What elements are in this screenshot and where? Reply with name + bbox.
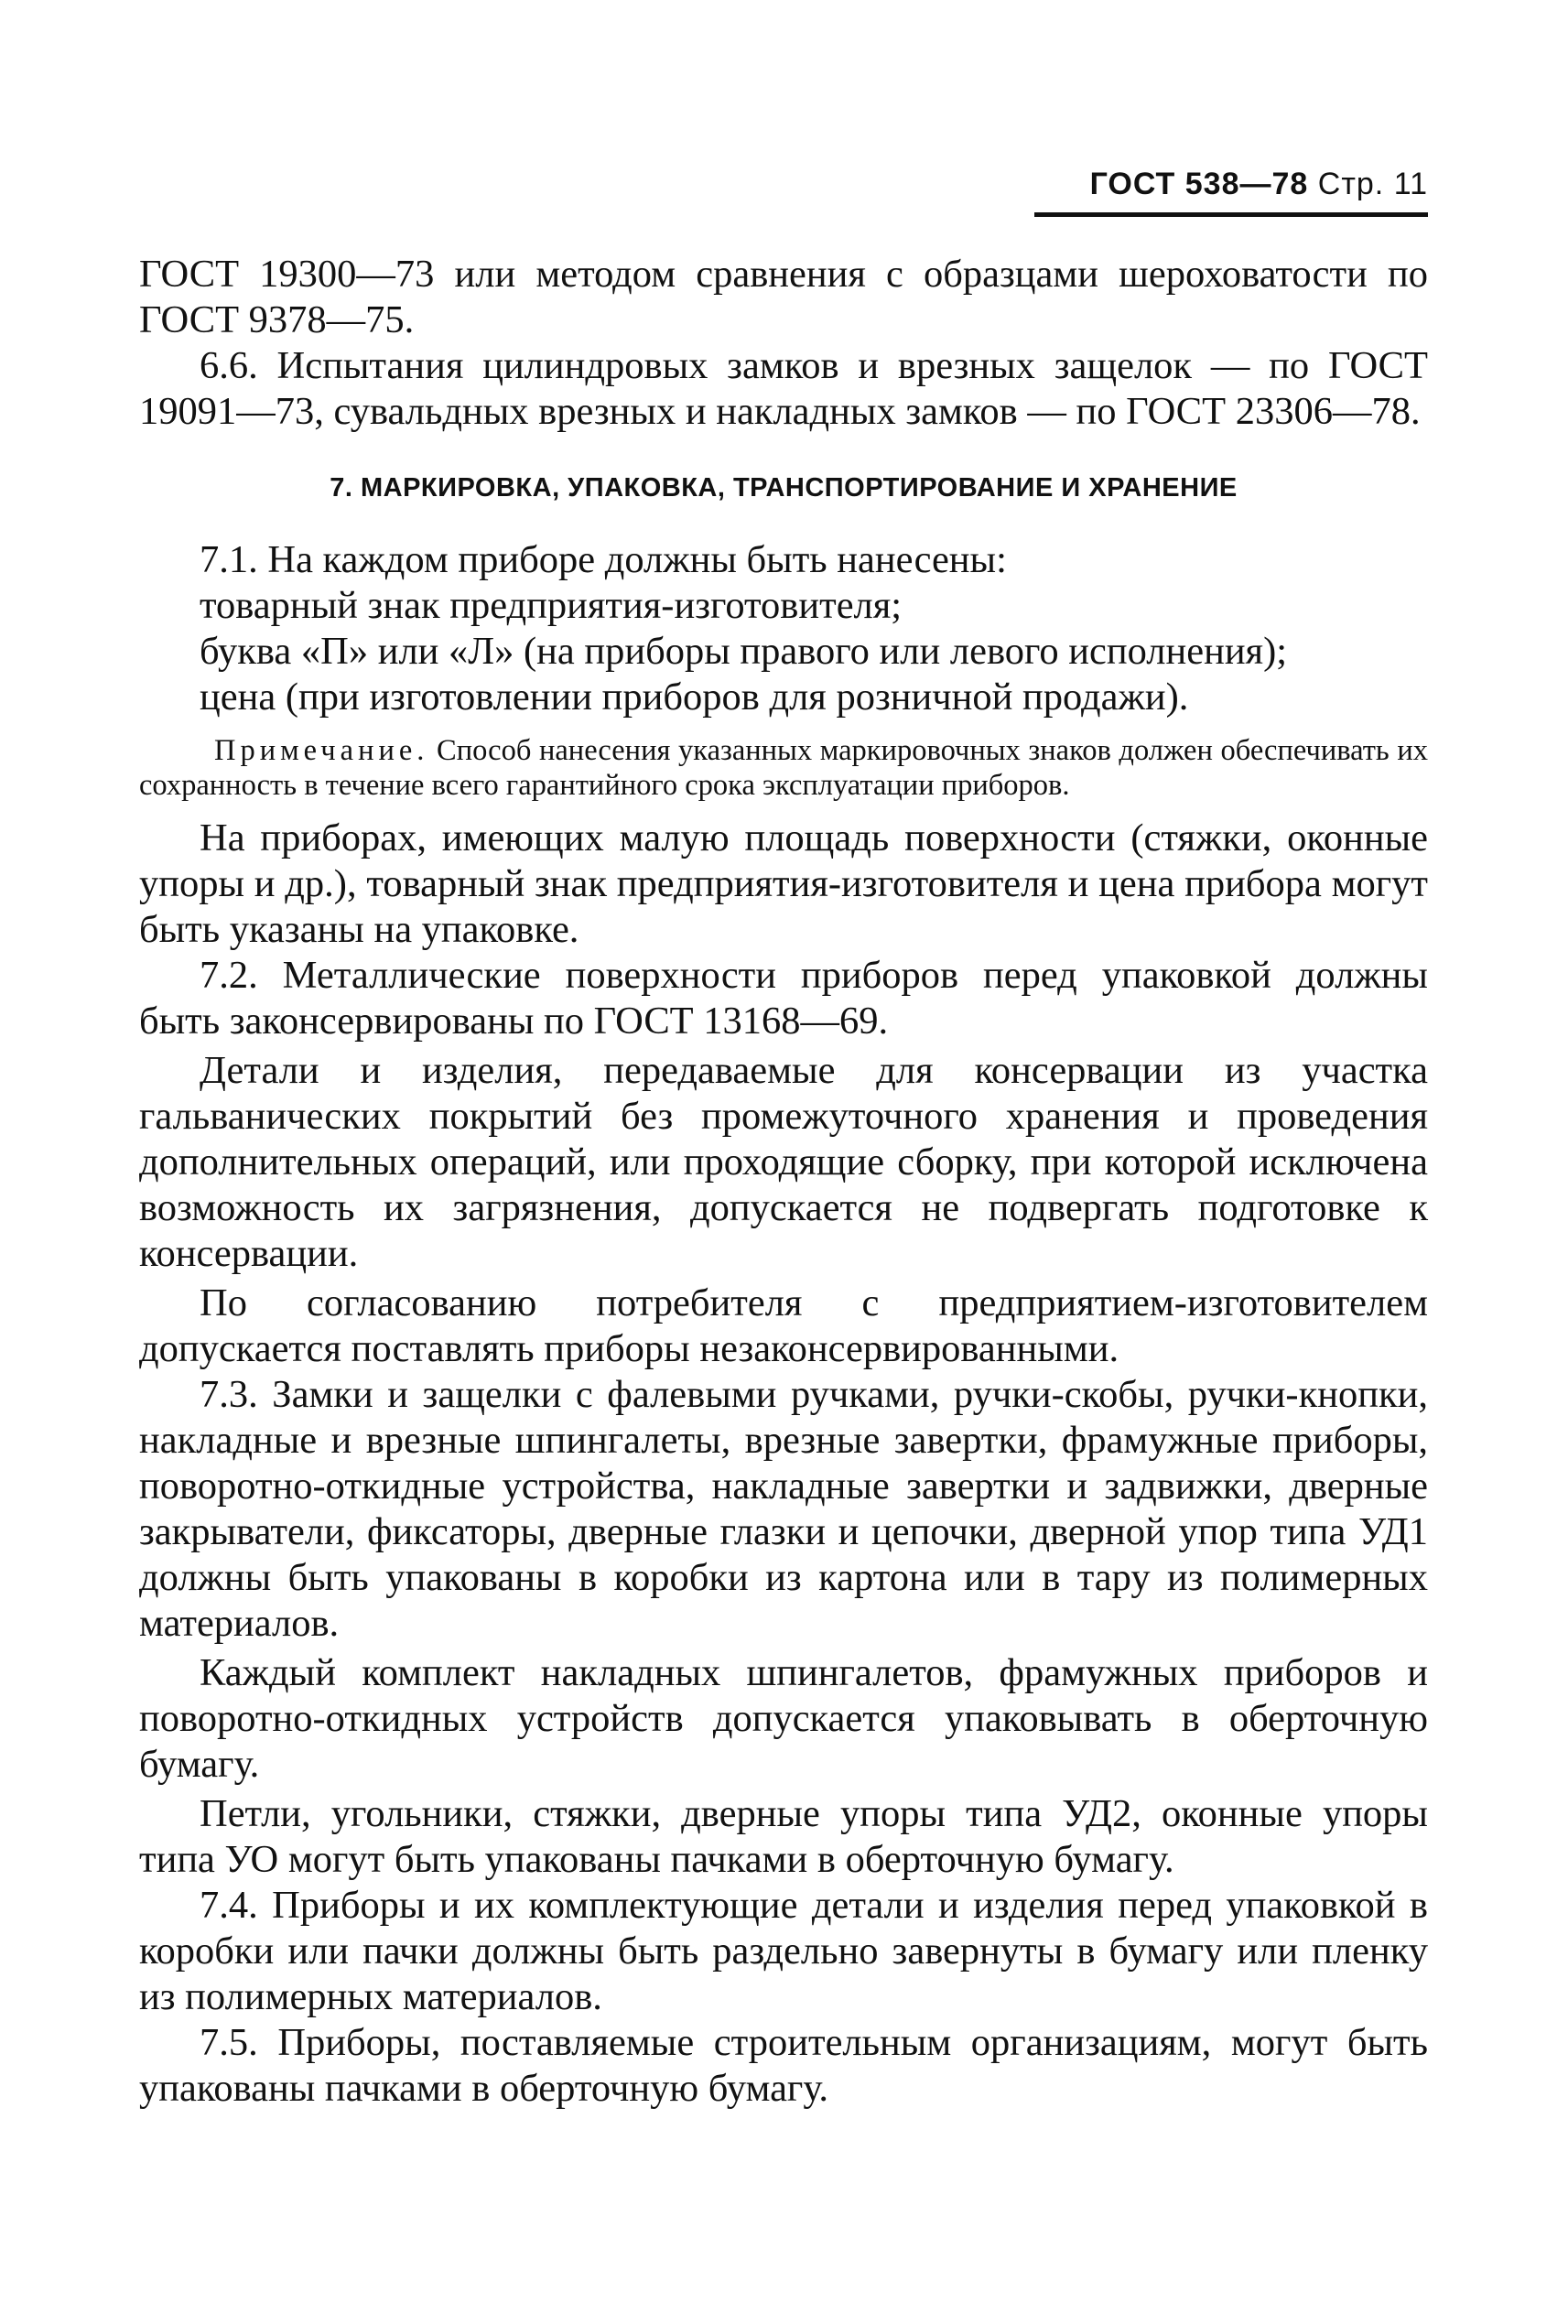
paragraph-small-area: На приборах, имеющих малую площадь поверхности (стяжки, оконные упоры и др.), товарный знак предприятия-изготовителя и цена прибора могут быть указаны на упаковке.	[139, 816, 1428, 951]
paragraph-7-1: 7.1. На каждом приборе должны быть нанесены:	[200, 538, 1007, 581]
paragraph-roughness: ГОСТ 19300—73 или методом сравнения с образцами шероховатости по ГОСТ 9378—75.	[139, 253, 1428, 341]
page-header	[1034, 146, 1428, 220]
section-title-7: 7. МАРКИРОВКА, УПАКОВКА, ТРАНСПОРТИРОВАНИЕ И ХРАНЕНИЕ	[330, 473, 1238, 503]
running-head	[1090, 167, 1428, 202]
paragraph-kit: Каждый комплект накладных шпингалетов, фрамужных приборов и поворотно-откидных устройств допускается упаковывать в оберточную бумагу.	[139, 1651, 1428, 1786]
paragraph-7-5: 7.5. Приборы, поставляемые строительным организациям, могут быть упакованы пачками в оберточную бумагу.	[139, 2021, 1428, 2110]
note	[139, 733, 1428, 803]
paragraph-7-4: 7.4. Приборы и их комплектующие детали и изделия перед упаковкой в коробки или пачки должны быть раздельно завернуты в бумагу или пленку из полимерных материалов.	[139, 1884, 1428, 2018]
note-label: Примечание.	[214, 734, 429, 767]
note-text: Способ нанесения указанных маркировочных знаков должен обеспечивать их сохранность в течение всего гарантийного срока эксплуатации приборов.	[139, 734, 1429, 802]
paragraph-7-2: 7.2. Металлические поверхности приборов перед упаковкой должны быть законсервированы по ГОСТ 13168—69.	[139, 954, 1428, 1043]
paragraph-agreement: По согласованию потребителя с предприятием-изготовителем допускается поставлять приборы незаконсервированными.	[139, 1281, 1428, 1370]
list-item-price: цена (при изготовлении приборов для розничной продажи).	[200, 676, 1189, 719]
standard-number: ГОСТ 538—78	[1089, 167, 1309, 201]
paragraph-hinges: Петли, угольники, стяжки, дверные упоры типа УД2, оконные упоры типа УО могут быть упакованы пачками в оберточную бумагу.	[139, 1792, 1428, 1881]
paragraph-details: Детали и изделия, передаваемые для консервации из участка гальванических покрытий без промежуточного хранения и проведения дополнительных операций, или проходящие сборку, при которой исключена возможность их загрязнения, допускается не подвергать подготовке к консервации.	[139, 1049, 1428, 1275]
paragraph-7-3: 7.3. Замки и защелки с фалевыми ручками, ручки-скобы, ручки-кнопки, накладные и врезные шпингалеты, врезные завертки, фрамужные приборы, поворотно-откидные устройства, накладные завертки и задвижки, дверные закрыватели, фиксаторы, дверные глазки и цепочки, дверной упор типа УД1 должны быть упакованы в коробки из картона или в тару из полимерных материалов.	[139, 1373, 1428, 1645]
header-rule	[1034, 212, 1428, 217]
list-item-trademark: товарный знак предприятия-изготовителя;	[200, 584, 903, 627]
list-item-letter: буква «П» или «Л» (на приборы правого или левого исполнения);	[200, 630, 1288, 673]
paragraph-6-6: 6.6. Испытания цилиндровых замков и врезных защелок — по ГОСТ 19091—73, сувальдных врезных и накладных замков — по ГОСТ 23306—78.	[139, 344, 1428, 433]
document-body	[139, 252, 1428, 2112]
page-number: Стр. 11	[1317, 167, 1428, 201]
